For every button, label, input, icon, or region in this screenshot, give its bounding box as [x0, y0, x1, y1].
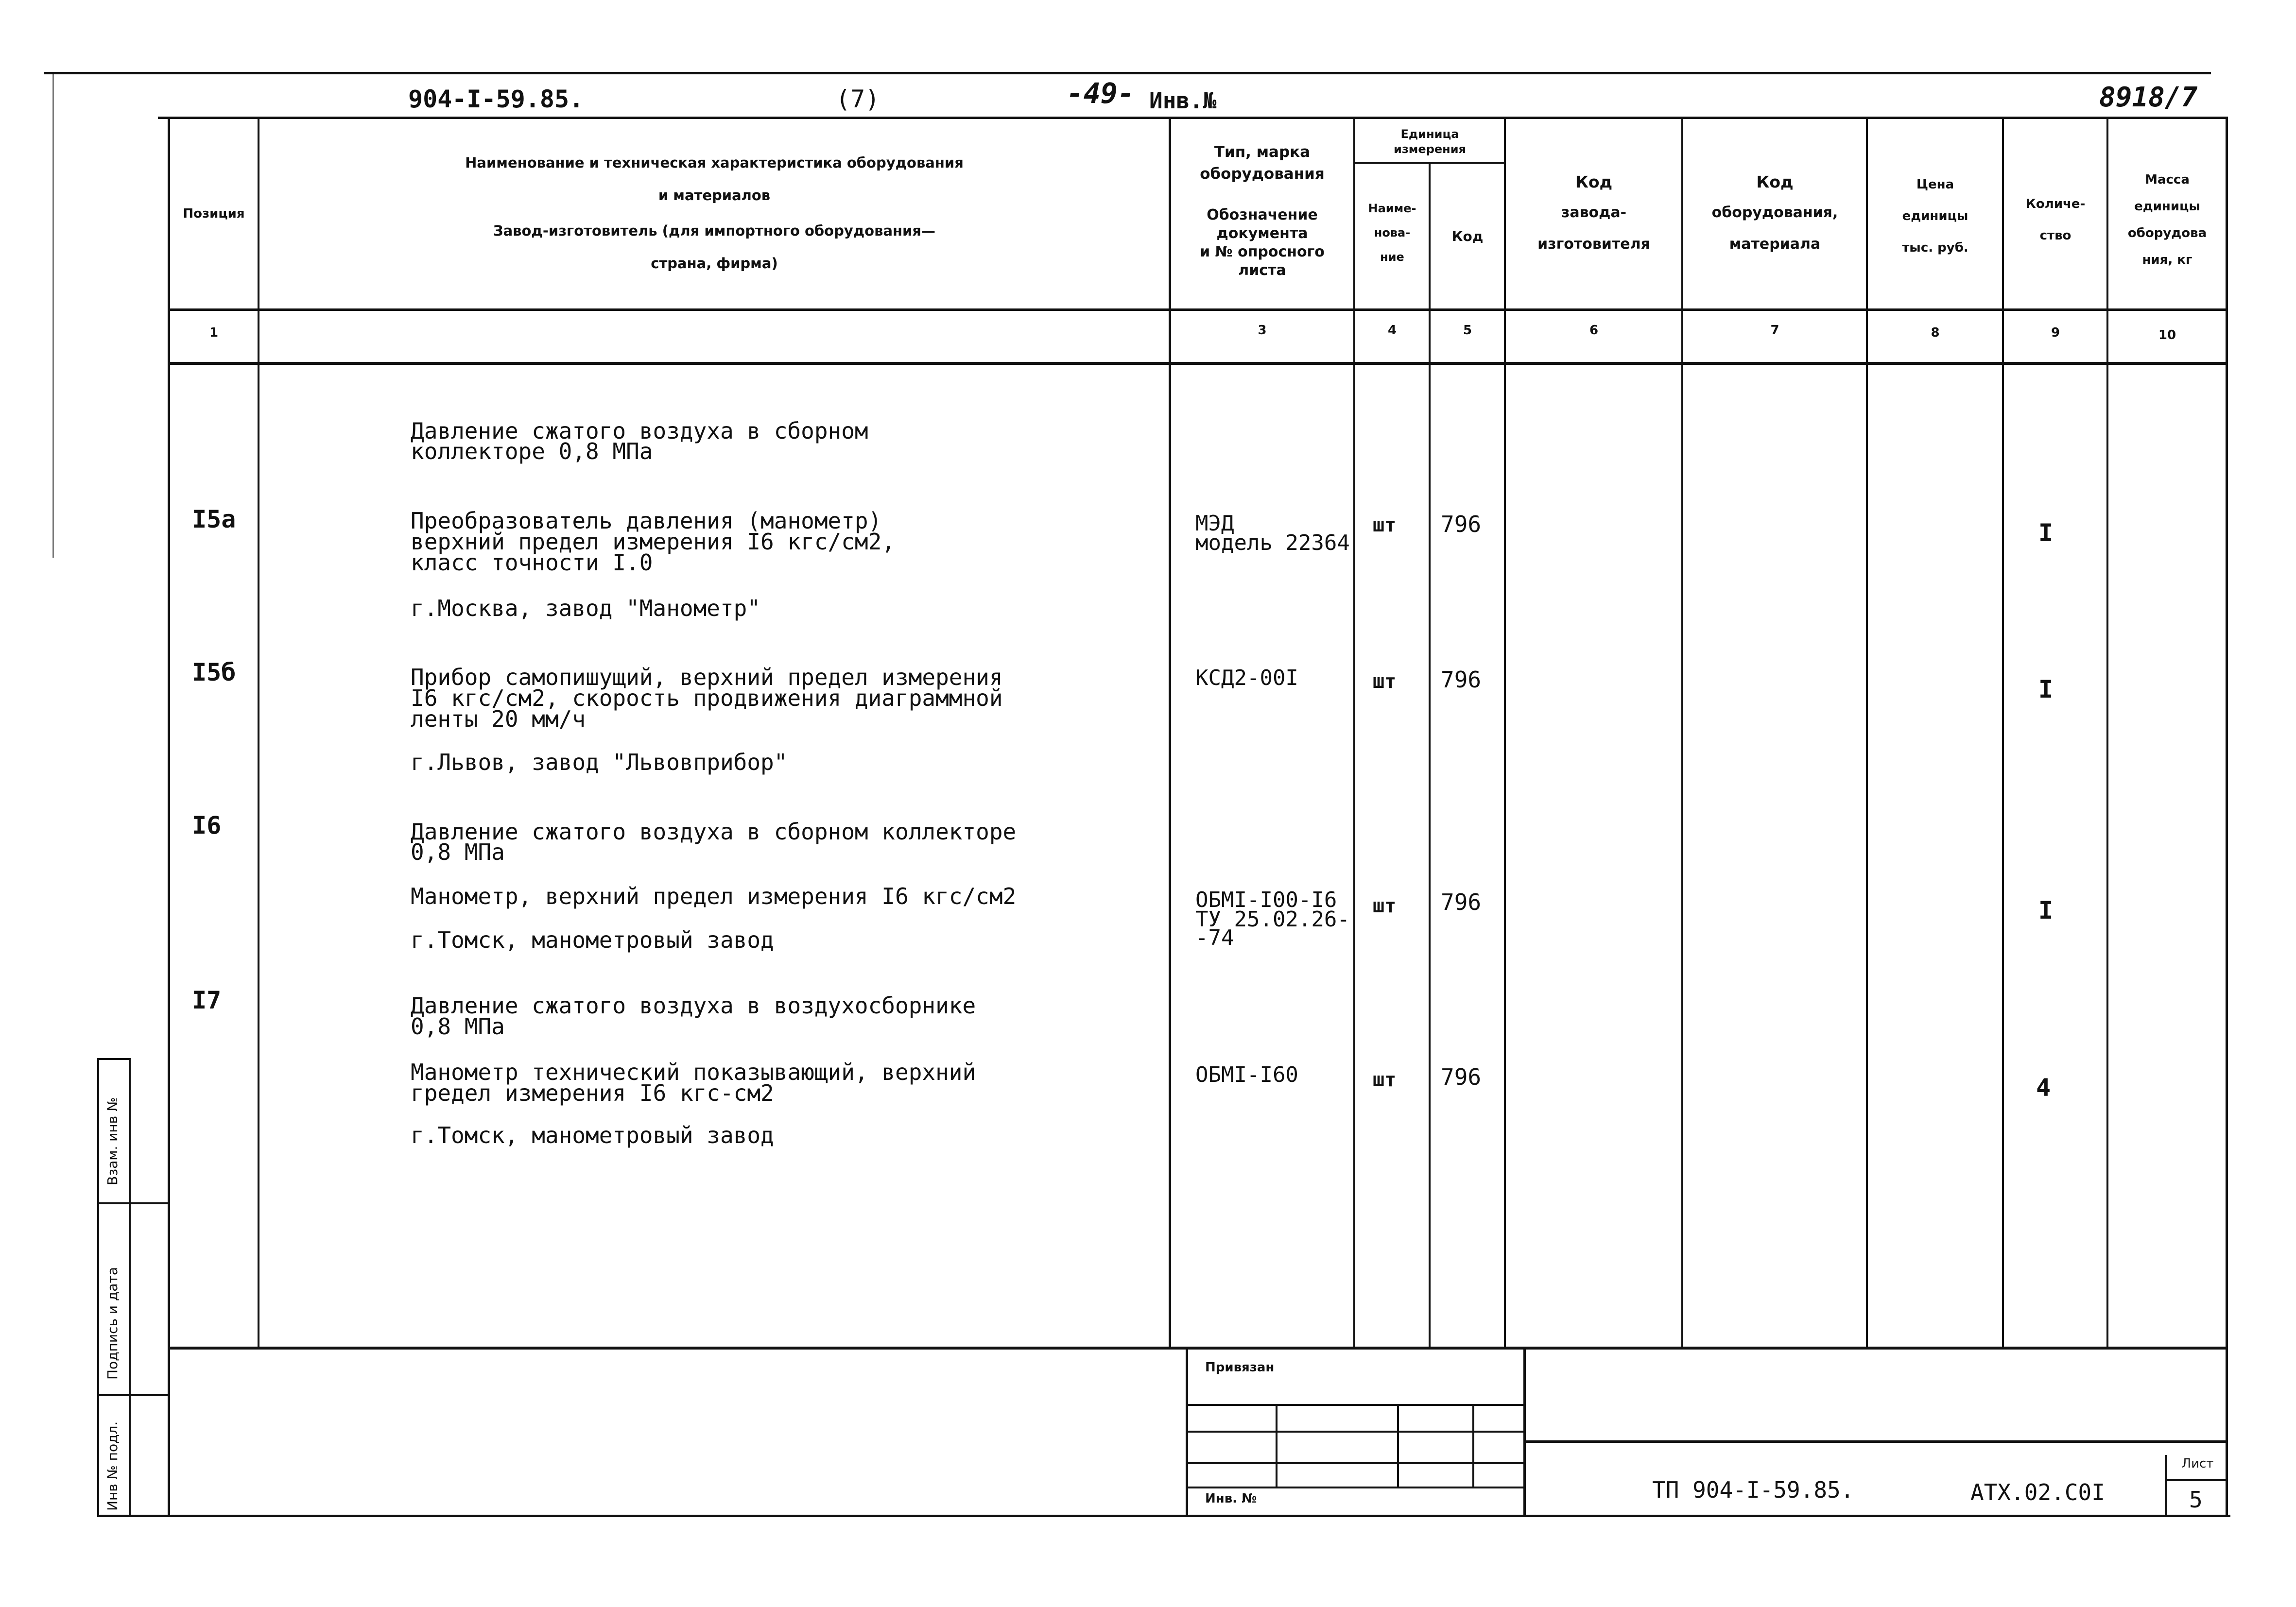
header-top-line	[158, 117, 2228, 119]
row-15a-manufacturer: г.Москва, завод "Манометр"	[411, 595, 761, 621]
col-sep-9	[2106, 117, 2108, 1348]
row-17-type: ОБМI-I60	[1195, 1062, 1298, 1087]
header-mass-1: Масса	[2145, 172, 2190, 187]
header-mass-3: оборудова	[2127, 226, 2207, 240]
header-name-line4: страна, фирма)	[651, 255, 778, 272]
side-stamp-top	[97, 1058, 130, 1060]
footer-sheet-sep	[2165, 1455, 2167, 1516]
row-17-position: I7	[192, 986, 222, 1014]
row-16-manufacturer: г.Томск, манометровый завод	[411, 927, 774, 953]
unit-group-line	[1353, 162, 1506, 164]
header-equip-code-1: Код	[1756, 172, 1794, 191]
row-15a-code: 796	[1441, 511, 1482, 537]
row-15a-desc-3: класс точности I.0	[411, 549, 653, 576]
header-type-line6: листа	[1238, 262, 1286, 279]
colnum-9: 9	[2051, 325, 2060, 340]
footer-left-frame	[168, 1348, 170, 1516]
colnum-10: 10	[2158, 328, 2176, 342]
header-name-line1: Наименование и техническая характеристика оборудования	[465, 154, 964, 171]
col-sep-4	[1429, 163, 1431, 1348]
colnum-8: 8	[1931, 325, 1940, 340]
row-15b-code: 796	[1441, 667, 1482, 693]
row-16-desc-1: Манометр, верхний предел измерения I6 кгс/см2	[411, 883, 1017, 909]
header-unit-code: Код	[1451, 228, 1484, 244]
scan-left-edge	[52, 72, 54, 558]
col-sep-5	[1504, 117, 1506, 1348]
row-16-unit: шт	[1373, 895, 1397, 917]
footer-grid-v3	[1472, 1404, 1474, 1487]
row-16-heading-2: 0,8 МПа	[411, 839, 505, 865]
footer-grid-v2	[1397, 1404, 1399, 1487]
row-15a-type-1: МЭД	[1195, 511, 1234, 536]
stamp-podpis-data: Подпись и дата	[104, 1267, 121, 1380]
colnum-3: 3	[1258, 323, 1267, 338]
footer-inv-no: Инв. №	[1205, 1491, 1257, 1506]
row-15a-type-2: модель 22364	[1195, 530, 1350, 555]
header-qty-2: ство	[2039, 228, 2072, 243]
row-15b-desc-1: Прибор самопишущий, верхний предел измерения	[411, 664, 1003, 690]
header-maker-code-1: Код	[1575, 172, 1613, 191]
row-16-type-2: ТУ 25.02.26-	[1195, 907, 1350, 932]
archive-number: 8918/7	[2099, 82, 2198, 113]
row-16-type-3: -74	[1195, 925, 1234, 950]
row-17-manufacturer: г.Томск, манометровый завод	[411, 1122, 774, 1148]
row-15b-desc-3: ленты 20 мм/ч	[411, 706, 586, 732]
side-stamp-div-2	[97, 1394, 170, 1396]
row-17-heading-1: Давление сжатого воздуха в воздухосборнике	[411, 992, 976, 1019]
header-type-line5: и № опросного	[1200, 243, 1325, 260]
row-15a-desc-2: верхний предел измерения I6 кгс/см2,	[411, 529, 895, 555]
footer-grid-h4	[1188, 1487, 1523, 1488]
footer-bottom-line	[97, 1515, 2230, 1517]
row-16-type-1: ОБМI-I00-I6	[1195, 888, 1337, 912]
header-unit-name-3: ние	[1380, 250, 1404, 264]
row-15b-desc-2: I6 кгс/см2, скорость продвижения диаграммной	[411, 685, 1003, 711]
row-15a-position: I5а	[192, 505, 236, 533]
page-number: -49-	[1067, 77, 1135, 110]
header-qty-1: Количе-	[2025, 197, 2086, 211]
header-position: Позиция	[183, 206, 245, 221]
header-mass-4: ния, кг	[2142, 253, 2192, 267]
row-17-desc-2: гредел измерения I6 кгс-см2	[411, 1080, 774, 1106]
col-sep-3	[1353, 117, 1355, 1348]
colnum-6: 6	[1589, 323, 1599, 338]
stamp-vzam-inv: Взам. инв №	[104, 1097, 121, 1185]
header-unit-name-1: Наиме-	[1368, 202, 1416, 215]
header-name-line3: Завод-изготовитель (для импортного оборудования—	[493, 222, 936, 239]
header-type-line1: Тип, марка	[1214, 143, 1311, 161]
row-16-qty: I	[2038, 896, 2054, 924]
header-equip-code-3: материала	[1729, 236, 1821, 253]
header-name-line2: и материалов	[658, 187, 771, 204]
header-maker-code-3: изготовителя	[1537, 236, 1650, 253]
project-number: 904-I-59.85.	[408, 85, 584, 113]
footer-title-line	[1526, 1440, 2228, 1443]
header-unit-group-2: измерения	[1394, 142, 1466, 156]
footer-privyazan: Привязан	[1205, 1360, 1275, 1375]
intro-line-1: Давление сжатого воздуха в сборном	[411, 418, 868, 444]
header-price-1: Цена	[1916, 177, 1954, 192]
row-15b-unit: шт	[1373, 670, 1397, 693]
footer-doc-code: ТП 904-I-59.85.	[1652, 1477, 1854, 1503]
header-maker-code-2: завода-	[1561, 204, 1627, 221]
header-type-line2: оборудования	[1200, 165, 1325, 183]
colnum-7: 7	[1770, 323, 1779, 338]
colnum-1: 1	[209, 325, 219, 340]
sheet-mark: (7)	[836, 85, 880, 113]
row-15a-qty: I	[2038, 519, 2054, 547]
row-17-code: 796	[1441, 1064, 1482, 1090]
header-equip-code-2: оборудования,	[1711, 204, 1838, 221]
colnum-5: 5	[1463, 323, 1472, 338]
header-unit-group-1: Единица	[1400, 127, 1459, 141]
row-15b-position: I5б	[192, 658, 236, 686]
row-17-heading-2: 0,8 МПа	[411, 1013, 505, 1040]
header-type-line3: Обозначение	[1207, 206, 1318, 223]
row-17-qty: 4	[2036, 1074, 2051, 1102]
col-sep-2	[1169, 117, 1171, 1348]
header-type-line4: документа	[1216, 225, 1308, 242]
top-border	[44, 72, 2211, 74]
header-unit-name-2: нова-	[1374, 226, 1411, 239]
intro-line-2: коллекторе 0,8 МПа	[411, 438, 653, 464]
col-sep-6	[1681, 117, 1683, 1348]
header-price-2: единицы	[1902, 209, 1968, 223]
side-stamp-left	[97, 1058, 99, 1515]
footer-sheet-line	[2165, 1479, 2228, 1481]
right-frame	[2226, 117, 2228, 1516]
row-15b-manufacturer: г.Львов, завод "Львовприбор"	[411, 749, 788, 775]
stamp-inv-podl: Инв № подл.	[104, 1421, 121, 1511]
side-stamp-right	[129, 1058, 131, 1515]
row-15b-type: КСД2-00I	[1195, 666, 1298, 690]
footer-grid-v1	[1276, 1404, 1277, 1487]
header-price-3: тыс. руб.	[1902, 240, 1968, 255]
col-sep-8	[2002, 117, 2004, 1348]
colnum-bottom-line	[168, 362, 2228, 365]
row-17-desc-1: Манометр технический показывающий, верхний	[411, 1059, 976, 1085]
row-16-heading-1: Давление сжатого воздуха в сборном коллекторе	[411, 819, 1017, 845]
col-sep-1	[258, 117, 259, 1348]
footer-sheet-label: Лист	[2181, 1456, 2214, 1471]
table-bottom-line	[168, 1347, 2228, 1350]
header-mass-2: единицы	[2134, 199, 2200, 214]
row-17-unit: шт	[1373, 1069, 1397, 1091]
row-16-code: 796	[1441, 889, 1482, 915]
row-15a-desc-1: Преобразователь давления (манометр)	[411, 508, 882, 534]
side-stamp-div-1	[97, 1202, 170, 1204]
inventory-label: Инв.№	[1149, 87, 1217, 114]
colnum-4: 4	[1387, 323, 1397, 338]
footer-sheet-code: АТХ.02.С0I	[1970, 1479, 2105, 1505]
row-16-position: I6	[192, 811, 222, 839]
row-15b-qty: I	[2038, 675, 2054, 703]
header-bottom-line	[168, 308, 2228, 311]
col-sep-7	[1866, 117, 1868, 1348]
row-15a-unit: шт	[1373, 514, 1397, 536]
footer-sep-2	[1523, 1348, 1526, 1516]
footer-sheet-number: 5	[2189, 1487, 2203, 1513]
